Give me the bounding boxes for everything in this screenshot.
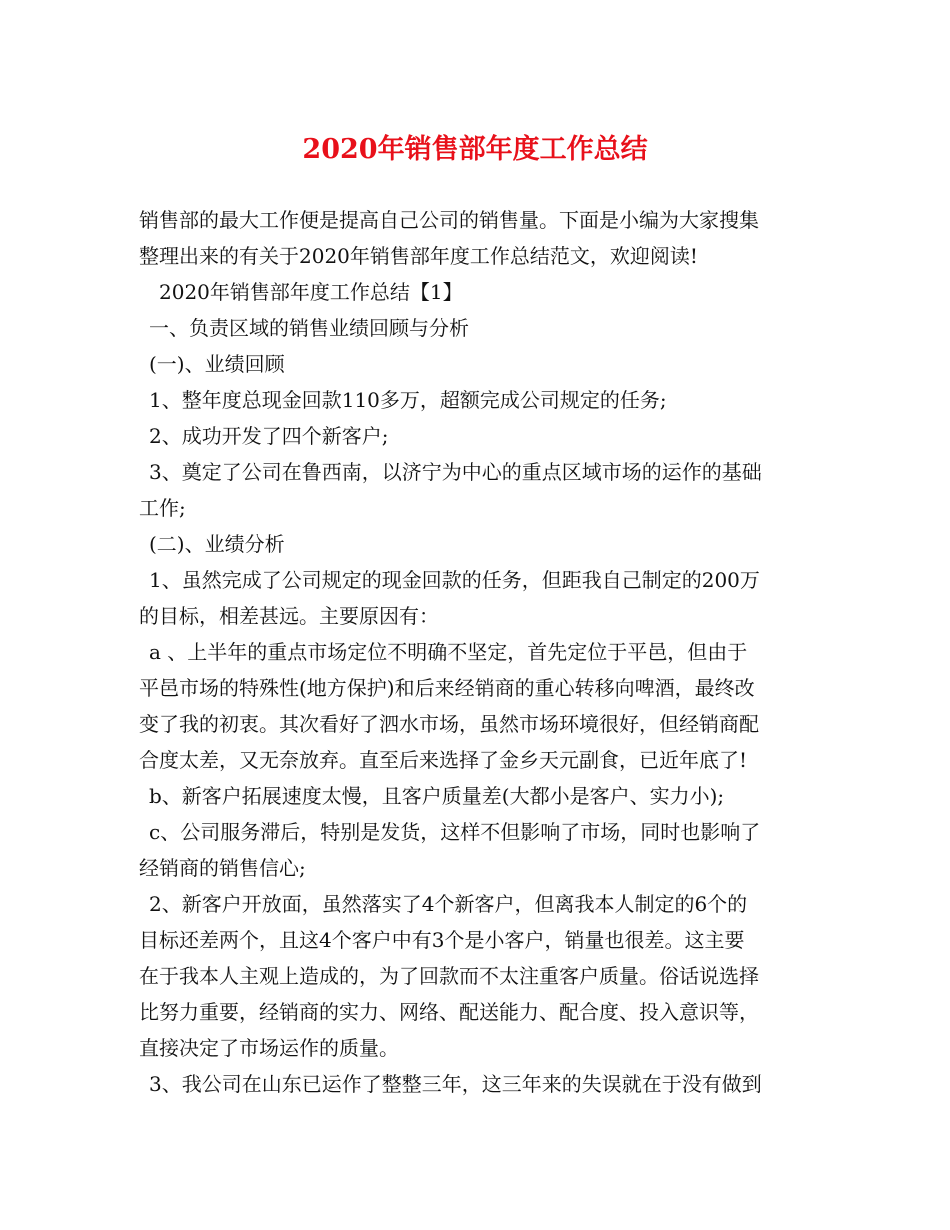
- document-body: [139, 202, 819, 1102]
- text-line: 1、整年度总现金回款110多万，超额完成公司规定的任务;: [149, 388, 667, 412]
- document-title: 2020年销售部年度工作总结: [302, 134, 648, 165]
- text-line: c、公司服务滞后，特别是发货，这样不但影响了市场，同时也影响了: [149, 820, 761, 844]
- text-line: 比努力重要，经销商的实力、网络、配送能力、配合度、投入意识等，: [139, 1000, 759, 1024]
- text-line: 2、成功开发了四个新客户;: [149, 424, 389, 448]
- text-line: 目标还差两个，且这4个客户中有3个是小客户，销量也很差。这主要: [139, 928, 745, 952]
- text-line: 变了我的初衷。其次看好了泗水市场，虽然市场环境很好，但经销商配: [139, 712, 759, 736]
- text-line: 在于我本人主观上造成的，为了回款而不太注重客户质量。俗话说选择: [139, 964, 759, 988]
- text-line: (一)、业绩回顾: [149, 352, 285, 376]
- text-line: 整理出来的有关于2020年销售部年度工作总结范文，欢迎阅读!: [139, 244, 698, 268]
- text-line: 3、奠定了公司在鲁西南，以济宁为中心的重点区域市场的运作的基础: [149, 460, 762, 484]
- text-line: 工作;: [139, 496, 186, 520]
- text-line: 直接决定了市场运作的质量。: [139, 1036, 399, 1060]
- text-line: (二)、业绩分析: [149, 532, 285, 556]
- text-line: b、新客户拓展速度太慢，且客户质量差(大都小是客户、实力小);: [149, 784, 725, 808]
- text-line: 销售部的最大工作便是提高自己公司的销售量。下面是小编为大家搜集: [139, 208, 759, 232]
- text-line: 一、负责区域的销售业绩回顾与分析: [149, 316, 469, 340]
- text-line: 平邑市场的特殊性(地方保护)和后来经销商的重心转移向啤酒，最终改: [139, 676, 755, 700]
- text-line: 合度太差，又无奈放弃。直至后来选择了金乡天元副食，已近年底了!: [139, 748, 748, 772]
- text-line: 1、虽然完成了公司规定的现金回款的任务，但距我自己制定的200万: [149, 568, 760, 592]
- text-line: a 、上半年的重点市场定位不明确不坚定，首先定位于平邑，但由于: [149, 640, 748, 664]
- text-line: 的目标，相差甚远。主要原因有：: [139, 604, 439, 628]
- text-line: 经销商的销售信心;: [139, 856, 306, 880]
- text-line: 3、我公司在山东已运作了整整三年，这三年来的失误就在于没有做到: [149, 1072, 762, 1096]
- text-line: 2、新客户开放面，虽然落实了4个新客户，但离我本人制定的6个的: [149, 892, 748, 916]
- text-line: 2020年销售部年度工作总结【1】: [159, 280, 463, 304]
